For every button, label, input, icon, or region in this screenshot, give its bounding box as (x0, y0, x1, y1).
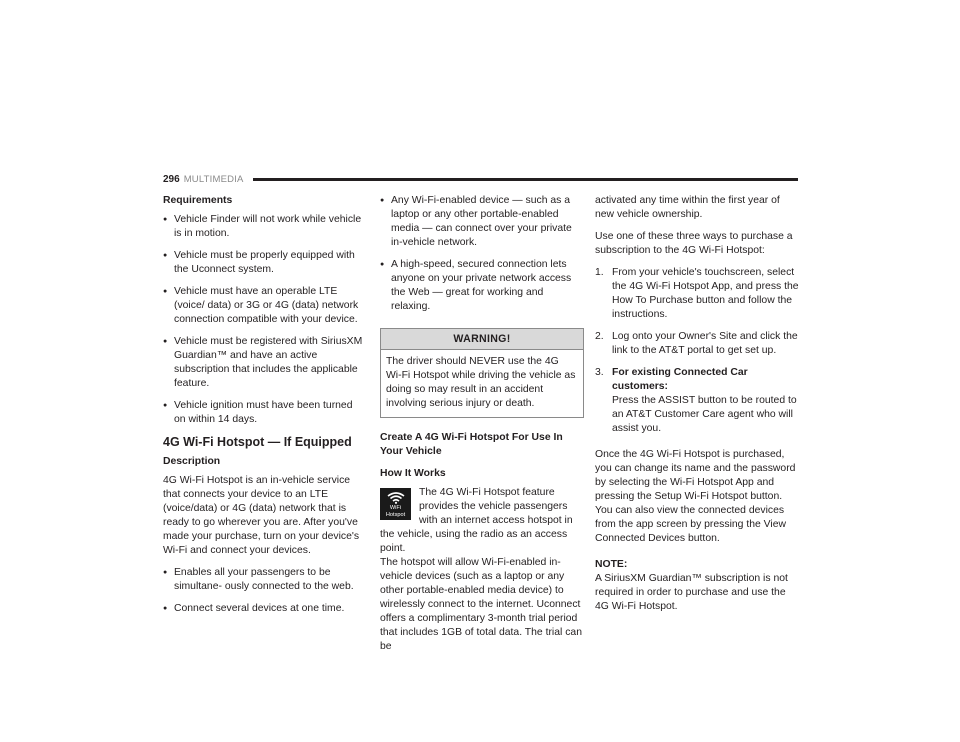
section-title: 4G Wi-Fi Hotspot — If Equipped (163, 435, 352, 449)
list-item: ● Vehicle must have an operable LTE (voice/ data) or 3G or 4G (data) network connection compatible with your device. (163, 285, 366, 327)
description-title: Description (163, 456, 221, 467)
column-2 (380, 194, 584, 662)
column-3 (595, 194, 800, 622)
how-it-works-text: The 4G Wi-Fi Hotspot feature provides the vehicle passengers with an internet access hotspot in the vehicle, using the radio as an access point. (380, 487, 573, 554)
hotspot-text: The hotspot will allow Wi-Fi-enabled in-vehicle devices (such as a laptop or any other portable-enabled media device) to wirelessly connect to the internet. Uconnect offers a complimentary 3-month trial period that includes 1GB of total data. The trial can be (380, 557, 582, 652)
how-it-works-title: How It Works (380, 468, 446, 479)
header-rule (253, 178, 798, 181)
step-bold-text: For existing Connected Car customers: (612, 367, 748, 392)
continued-text: activated any time within the first year of new vehicle ownership. (595, 195, 780, 220)
once-purchased-text: Once the 4G Wi-Fi Hotspot is purchased, you can change its name and the password by selecting the Wi-Fi Hotspot App and pressing the Setup Wi-Fi Hotspot button. You can also view the connected devices from the app screen by pressing the View Connected Devices button. (595, 449, 796, 544)
step-text: Log onto your Owner's Site and click the link to the AT&T portal to get set up. (612, 331, 798, 356)
step-item (595, 266, 800, 322)
step-item (595, 330, 800, 358)
purchase-ways-text: Use one of these three ways to purchase a subscription to the 4G Wi-Fi Hotspot: (595, 231, 793, 256)
list-item: ● A high-speed, secured connection lets anyone on your private network access the Web — great for working and relaxing. (380, 258, 584, 314)
wifi-hotspot-icon (380, 488, 411, 520)
requirements-list (163, 213, 366, 427)
warning-text: The driver should NEVER use the 4G Wi-Fi Hotspot while driving the vehicle as doing so may result in an accident involving serious injury or death. (386, 356, 576, 409)
step-item (595, 366, 800, 436)
list-item: ● Any Wi-Fi-enabled device — such as a laptop or any other portable-enabled media — can connect over your private in-vehicle network. (380, 194, 584, 250)
column-1 (163, 194, 366, 624)
list-item: ● Vehicle must be registered with SiriusXM Guardian™ and have an active subscription that includes the applicable feature. (163, 335, 366, 391)
list-item: ● Vehicle ignition must have been turned on within 14 days. (163, 399, 366, 427)
note-title: NOTE: (595, 559, 628, 570)
list-item: ● Connect several devices at one time. (163, 602, 366, 616)
step-number: 2. (595, 331, 604, 342)
features-list (380, 194, 584, 314)
warning-box (380, 328, 584, 418)
wifi-signal-icon (387, 491, 405, 504)
step-text: Press the ASSIST button to be routed to an AT&T Customer Care agent who will assist you. (612, 395, 797, 434)
section-name: MULTIMEDIA (183, 173, 244, 185)
requirements-title: Requirements (163, 195, 233, 206)
warning-title: WARNING! (381, 329, 583, 350)
wifi-icon-label: WiFi (389, 504, 402, 511)
how-it-works (380, 486, 584, 654)
page-header (163, 172, 798, 186)
step-text: From your vehicle's touchscreen, select the 4G Wi-Fi Hotspot App, and press the How To Purchase button and follow the instructions. (612, 267, 799, 320)
step-number: 1. (595, 267, 604, 278)
list-item: ● Vehicle Finder will not work while vehicle is in motion. (163, 213, 366, 241)
list-item: ● Vehicle must be properly equipped with the Uconnect system. (163, 249, 366, 277)
note-text: A SiriusXM Guardian™ subscription is not required in order to purchase and use the 4G Wi-Fi Hotspot. (595, 573, 788, 612)
step-number: 3. (595, 367, 604, 378)
description-list (163, 566, 366, 616)
page-number: 296 (163, 173, 180, 185)
create-hotspot-title: Create A 4G Wi-Fi Hotspot For Use In Your Vehicle (380, 432, 563, 457)
hotspot-icon-label: Hotspot (385, 511, 406, 518)
purchase-steps (595, 266, 800, 436)
list-item: ● Enables all your passengers to be simultane- ously connected to the web. (163, 566, 366, 594)
description-text: 4G Wi-Fi Hotspot is an in-vehicle service that connects your device to an LTE (voice/data) or 4G (data) network that is ready to go wherever you are. After you've made your purchase, turn on your device's Wi-Fi and connect your devices. (163, 475, 360, 556)
